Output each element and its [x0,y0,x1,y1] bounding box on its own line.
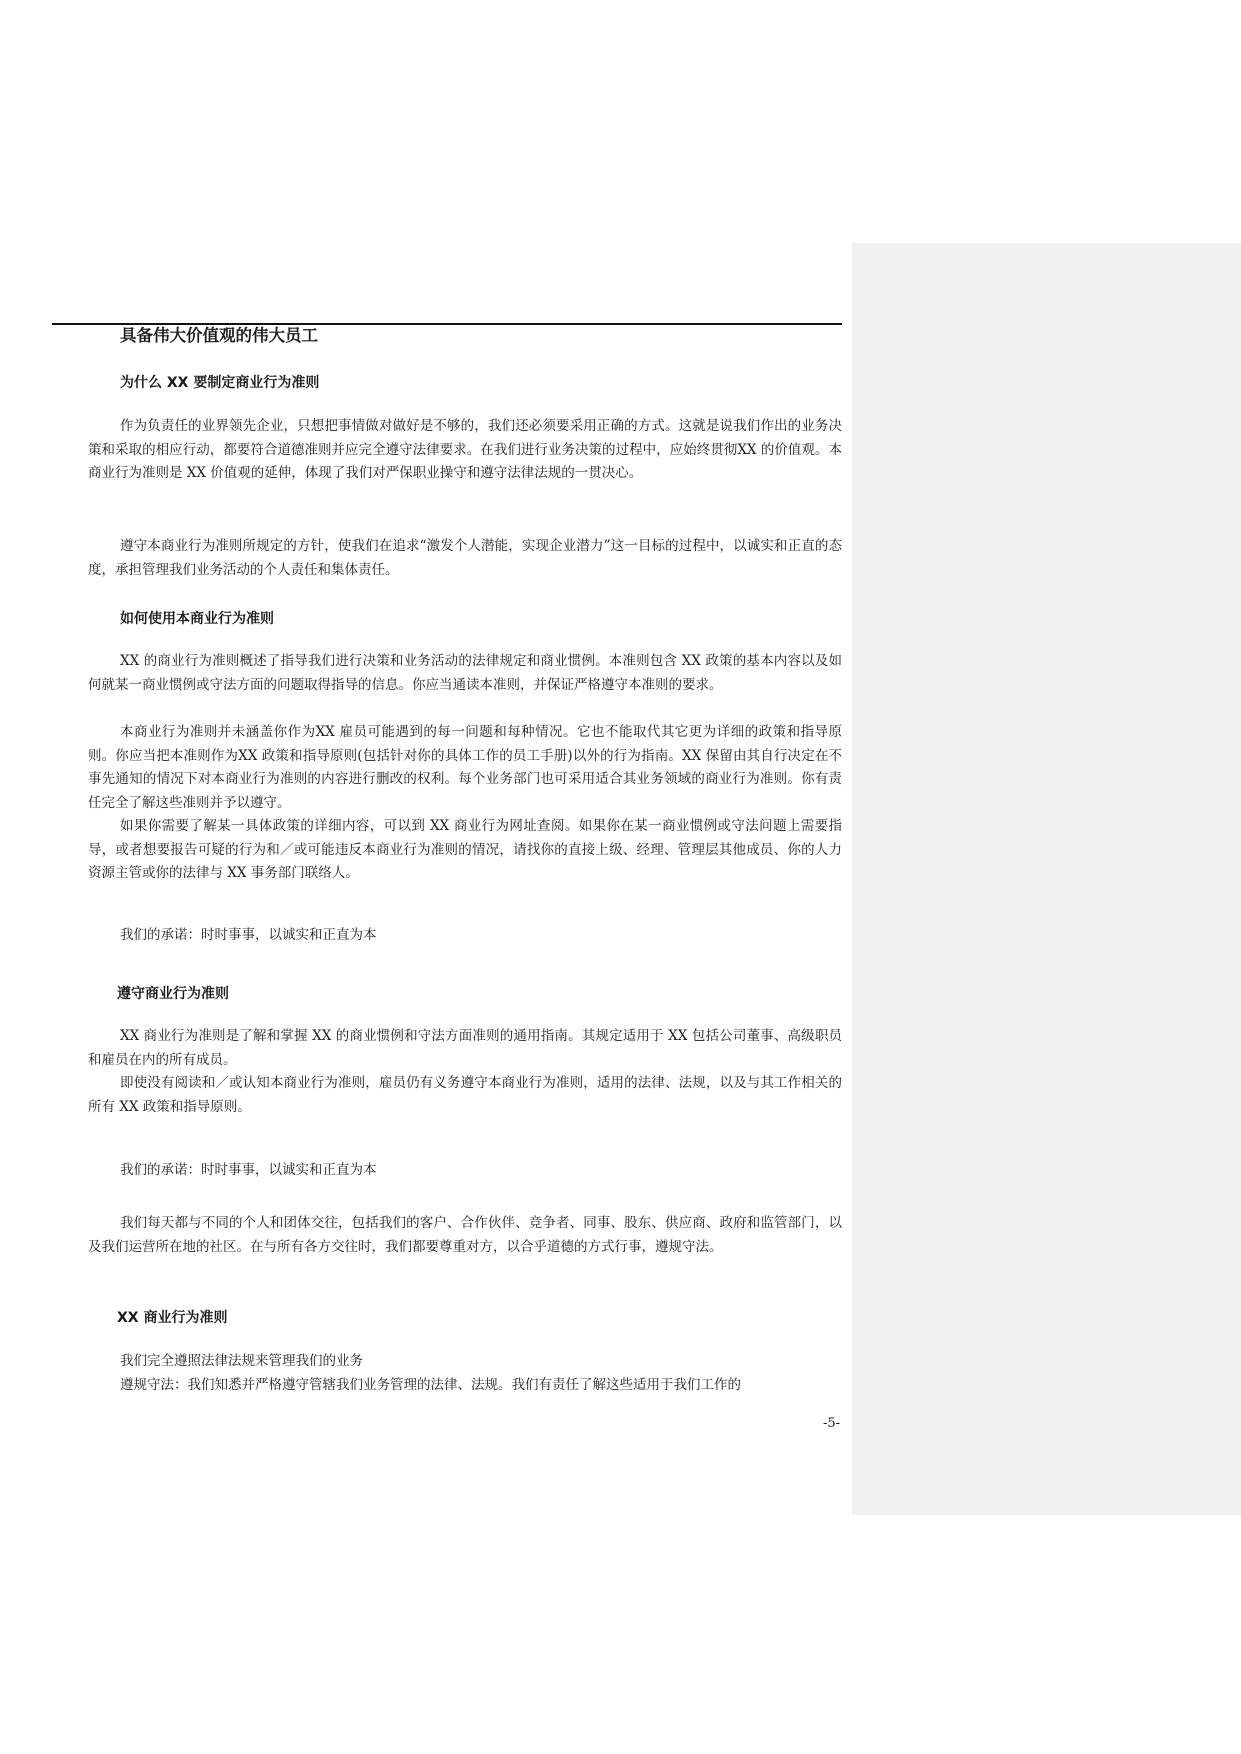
section-title-code: XX 商业行为准则 [117,1310,228,1326]
section-title-why: 为什么 XX 要制定商业行为准则 [120,375,320,391]
paragraph: 本商业行为准则并未涵盖你作为XX 雇员可能遇到的每一问题和每种情况。它也不能取代其它更为详细的政策和指导原则。你应当把本准则作为XX 政策和指导原则(包括针对你的具体工作的员工手册)以外的行为指南。XX 保留由其自行决定在不事先通知的情况下对本商业行为准则的内容进行删改的权利。每个业务部门也可采用适合其业务领域的商业行为准则。你有责任完全了解这些准则并予以遵守。 [88,724,842,811]
paragraph: 遵守本商业行为准则所规定的方针，使我们在追求“激发个人潜能，实现企业潜力”这一目标的过程中，以诚实和正直的态度，承担管理我们业务活动的个人责任和集体责任。 [88,538,842,578]
section-title-how: 如何使用本商业行为准则 [120,611,274,627]
paragraph: XX 的商业行为准则概述了指导我们进行决策和业务活动的法律规定和商业惯例。本准则包含 XX 政策的基本内容以及如何就某一商业惯例或守法方面的问题取得指导的信息。你应当通读本准则，并保证严格遵守本准则的要求。 [88,653,842,693]
comment-pane [852,243,1241,1515]
paragraph: XX 商业行为准则是了解和掌握 XX 的商业惯例和守法方面准则的通用指南。其规定适用于 XX 包括公司董事、高级职员和雇员在内的所有成员。 [88,1028,842,1068]
section-title-comply: 遵守商业行为准则 [117,986,229,1002]
page-number: -5- [823,1416,841,1431]
text-line: 我们完全遵照法律法规来管理我们的业务 [120,1353,363,1369]
paragraph: 如果你需要了解某一具体政策的详细内容，可以到 XX 商业行为网址查阅。如果你在某一商业惯例或守法问题上需要指导，或者想要报告可疑的行为和／或可能违反本商业行为准则的情况，请找你的直接上级、经理、管理层其他成员、你的人力资源主管或你的法律与 XX 事务部门联络人。 [88,818,842,882]
paragraph: 我们每天都与不同的个人和团体交往，包括我们的客户、合作伙伴、竞争者、同事、股东、供应商、政府和监管部门，以及我们运营所在地的社区。在与所有各方交往时，我们都要尊重对方，以合乎道德的方式行事，遵规守法。 [88,1215,842,1255]
paragraph: 即使没有阅读和／或认知本商业行为准则，雇员仍有义务遵守本商业行为准则，适用的法律、法规，以及与其工作相关的所有 XX 政策和指导原则。 [88,1075,842,1115]
promise-line: 我们的承诺：时时事事，以诚实和正直为本 [120,927,377,943]
main-heading: 具备伟大价值观的伟大员工 [120,326,318,345]
promise-line: 我们的承诺：时时事事，以诚实和正直为本 [120,1162,377,1178]
paragraph: 作为负责任的业界领先企业，只想把事情做对做好是不够的，我们还必须要采用正确的方式。这就是说我们作出的业务决策和采取的相应行动，都要符合道德准则并应完全遵守法律要求。在我们进行业务决策的过程中，应始终贯彻XX 的价值观。本商业行为准则是 XX 价值观的延伸，体现了我们对严保职业操守和遵守法律法规的一贯决心。 [88,418,842,482]
text-line: 遵规守法：我们知悉并严格遵守管辖我们业务管理的法律、法规。我们有责任了解这些适用于我们工作的 [120,1377,741,1393]
